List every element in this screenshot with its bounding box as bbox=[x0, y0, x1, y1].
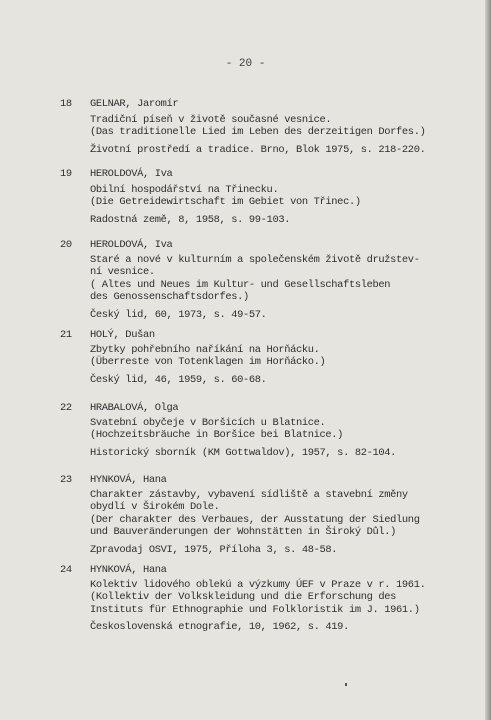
entry-number: 19 bbox=[60, 168, 72, 180]
entry-source: Československá etnografie, 10, 1962, s. 419. bbox=[90, 621, 349, 634]
entry-author: HEROLDOVÁ, Iva bbox=[90, 168, 173, 180]
entry-number: 22 bbox=[60, 402, 72, 414]
entry-title-line: Svatební obyčeje v Boršicích u Blatnice. bbox=[90, 417, 326, 429]
entry-author: HEROLDOVÁ, Iva bbox=[90, 239, 173, 251]
entry-title-line: (Die Getreidewirtschaft im Gebiet von Třinec.) bbox=[90, 196, 361, 209]
entry-title-line: Kolektiv lidového oblekú a výzkumy ÚEF v Praze v r. 1961. bbox=[90, 579, 426, 591]
entry-title-line: Tradiční píseň v životě současné vesnice. bbox=[90, 114, 332, 126]
entry-title-line: Staré a nové v kulturním a společenském životě družstev- bbox=[90, 254, 420, 266]
entry-title-line: Obilní hospodářství na Třinecku. bbox=[90, 184, 279, 196]
entry-author: GELNAR, Jaromír bbox=[90, 98, 179, 110]
entry-author: HOLÝ, Dušan bbox=[90, 329, 155, 341]
entry-title-line: und Bauveränderungen der Wohnstätten in Široký Důl.) bbox=[90, 526, 397, 539]
entry-title-line: Charakter zástavby, vybavení sídliště a stavební změny bbox=[90, 489, 408, 501]
ink-mark bbox=[345, 683, 347, 686]
entry-author: HRABALOVÁ, Olga bbox=[90, 402, 179, 414]
entry-author: HYNKOVÁ, Hana bbox=[90, 474, 167, 486]
entry-source: Český lid, 46, 1959, s. 60-68. bbox=[90, 373, 267, 386]
entry-number: 23 bbox=[60, 474, 72, 486]
entry-title-line: (Hochzeitsbräuche in Boršice bei Blatnice.) bbox=[90, 429, 344, 442]
entry-title-line: Zbytky pohřebního naříkání na Horňácku. bbox=[90, 344, 320, 356]
entry-source: Český lid, 60, 1973, s. 49-57. bbox=[90, 308, 267, 321]
entry-title-line: des Genossenschaftsdorfes.) bbox=[90, 291, 249, 304]
entry-source: Životní prostředí a tradice. Brno, Blok 1975, s. 218-220. bbox=[90, 143, 426, 156]
entry-number: 21 bbox=[60, 329, 72, 341]
entry-title-line: Instituts für Ethnographie und Folkloristik im J. 1961.) bbox=[90, 603, 420, 616]
entry-source: Radostná země, 8, 1958, s. 99-103. bbox=[90, 213, 291, 226]
entry-number: 20 bbox=[60, 239, 72, 251]
entry-title-line: obydlí v Širokém Dole. bbox=[90, 501, 220, 514]
page-edge bbox=[485, 0, 491, 720]
entry-title-line: ( Altes und Neues im Kultur- und Gesellschaftsleben bbox=[90, 278, 391, 291]
entry-number: 24 bbox=[60, 564, 72, 576]
entry-source: Historický sborník (KM Gottwaldov), 1957, s. 82-104. bbox=[90, 446, 397, 459]
entry-title-line: (Überreste von Totenklagen im Horňácko.) bbox=[90, 356, 326, 369]
entry-author: HYNKOVÁ, Hana bbox=[90, 564, 167, 576]
page-number: - 20 - bbox=[225, 58, 266, 70]
entry-title-line: ní vesnice. bbox=[90, 266, 155, 279]
entry-title-line: (Kollektiv der Volkskleidung und die Erforschung des bbox=[90, 591, 397, 604]
entry-title-line: (Der charakter des Verbaues, der Ausstatung der Siedlung bbox=[90, 513, 420, 526]
entry-title-line: (Das traditionelle Lied im Leben des derzeitigen Dorfes.) bbox=[90, 126, 426, 139]
entry-source: Zpravodaj OSVI, 1975, Příloha 3, s. 48-58. bbox=[90, 543, 338, 556]
entry-number: 18 bbox=[60, 98, 72, 110]
